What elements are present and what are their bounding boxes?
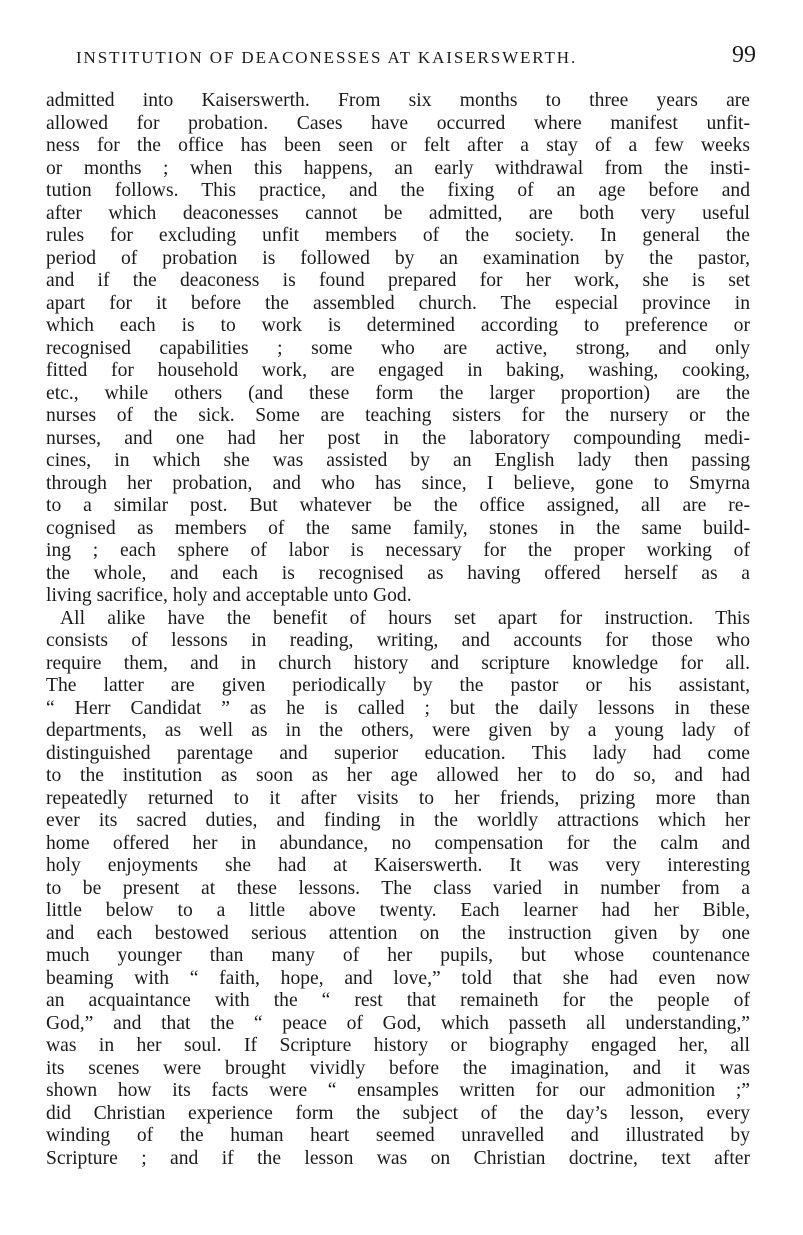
text-line: was in her soul. If Scripture history or biography engaged her, all <box>46 1035 750 1056</box>
text-line: The latter are given periodically by the pastor or his assistant, <box>46 675 750 696</box>
text-line: ness for the office has been seen or felt after a stay of a few weeks <box>46 135 750 156</box>
text-line: allowed for probation. Cases have occurred where manifest unfit- <box>46 112 750 134</box>
text-line: to a similar post. But whatever be the office assigned, all are re- <box>46 495 750 516</box>
text-line: and each bestowed serious attention on the instruction given by one <box>46 922 750 944</box>
text-line: which each is to work is determined according to preference or <box>46 315 750 336</box>
text-line: or months ; when this happens, an early withdrawal from the insti- <box>46 157 750 179</box>
text-line: require them, and in church history and scripture knowledge for all. <box>46 652 750 674</box>
text-line: winding of the human heart seemed unravelled and illustrated by <box>46 1125 750 1146</box>
text-line: after which deaconesses cannot be admitted, are both very useful <box>46 202 750 224</box>
text-line: tution follows. This practice, and the fixing of an age before and <box>46 180 750 201</box>
text-line: cines, in which she was assisted by an English lady then passing <box>46 450 750 471</box>
text-line: etc., while others (and these form the larger proportion) are the <box>46 382 750 404</box>
text-line: the whole, and each is recognised as having offered herself as a <box>46 562 750 584</box>
text-line: home offered her in abundance, no compensation for the calm and <box>46 832 750 854</box>
text-line: to the institution as soon as her age allowed her to do so, and had <box>46 765 750 786</box>
text-line: Scripture ; and if the lesson was on Christian doctrine, text after <box>46 1147 750 1169</box>
text-line: rules for excluding unfit members of the society. In general the <box>46 225 750 246</box>
text-line: period of probation is followed by an examination by the pastor, <box>46 247 750 269</box>
text-line: an acquaintance with the “ rest that remaineth for the people of <box>46 990 750 1011</box>
text-line: ing ; each sphere of labor is necessary for the proper working of <box>46 540 750 561</box>
text-line: to be present at these lessons. The class varied in number from a <box>46 877 750 899</box>
text-line: “ Herr Candidat ” as he is called ; but the daily lessons in these <box>46 697 750 719</box>
text-line: through her probation, and who has since, I believe, gone to Smyrna <box>46 472 750 494</box>
text-line: apart for it before the assembled church. The especial province in <box>46 292 750 314</box>
text-line: and if the deaconess is found prepared for her work, she is set <box>46 270 750 291</box>
text-line: distinguished parentage and superior education. This lady had come <box>46 742 750 764</box>
text-line: shown how its facts were “ ensamples written for our admonition ;” <box>46 1080 750 1101</box>
text-line: admitted into Kaiserswerth. From six months to three years are <box>46 90 750 111</box>
text-line: departments, as well as in the others, were given by a young lady of <box>46 720 750 741</box>
text-line: fitted for household work, are engaged in baking, washing, cooking, <box>46 360 750 381</box>
page-number: 99 <box>732 42 756 68</box>
text-line: holy enjoyments she had at Kaiserswerth. It was very interesting <box>46 855 750 876</box>
body-text <box>46 90 750 1170</box>
text-line: God,” and that the “ peace of God, which passeth all understanding,” <box>46 1012 750 1034</box>
text-line: little below to a little above twenty. Each learner had her Bible, <box>46 900 750 921</box>
text-line: ever its sacred duties, and finding in the worldly attractions which her <box>46 810 750 831</box>
text-line: nurses of the sick. Some are teaching sisters for the nursery or the <box>46 405 750 426</box>
text-line: repeatedly returned to it after visits to her friends, prizing more than <box>46 787 750 809</box>
text-line: nurses, and one had her post in the laboratory compounding medi- <box>46 427 750 449</box>
text-line: consists of lessons in reading, writing, and accounts for those who <box>46 630 750 651</box>
text-line: beaming with “ faith, hope, and love,” told that she had even now <box>46 967 750 989</box>
paragraph-last-line: living sacrifice, holy and acceptable unto God. <box>46 585 412 606</box>
text-line: much younger than many of her pupils, but whose countenance <box>46 945 750 966</box>
paragraph-first-line: All alike have the benefit of hours set apart for instruction. This <box>60 607 750 629</box>
text-line: did Christian experience form the subject of the day’s lesson, every <box>46 1102 750 1124</box>
page-header <box>48 36 758 76</box>
text-line: its scenes were brought vividly before the imagination, and it was <box>46 1057 750 1079</box>
running-title: INSTITUTION OF DEACONESSES AT KAISERSWERTH. <box>76 48 578 67</box>
text-line: cognised as members of the same family, stones in the same build- <box>46 517 750 539</box>
text-line: recognised capabilities ; some who are active, strong, and only <box>46 337 750 359</box>
